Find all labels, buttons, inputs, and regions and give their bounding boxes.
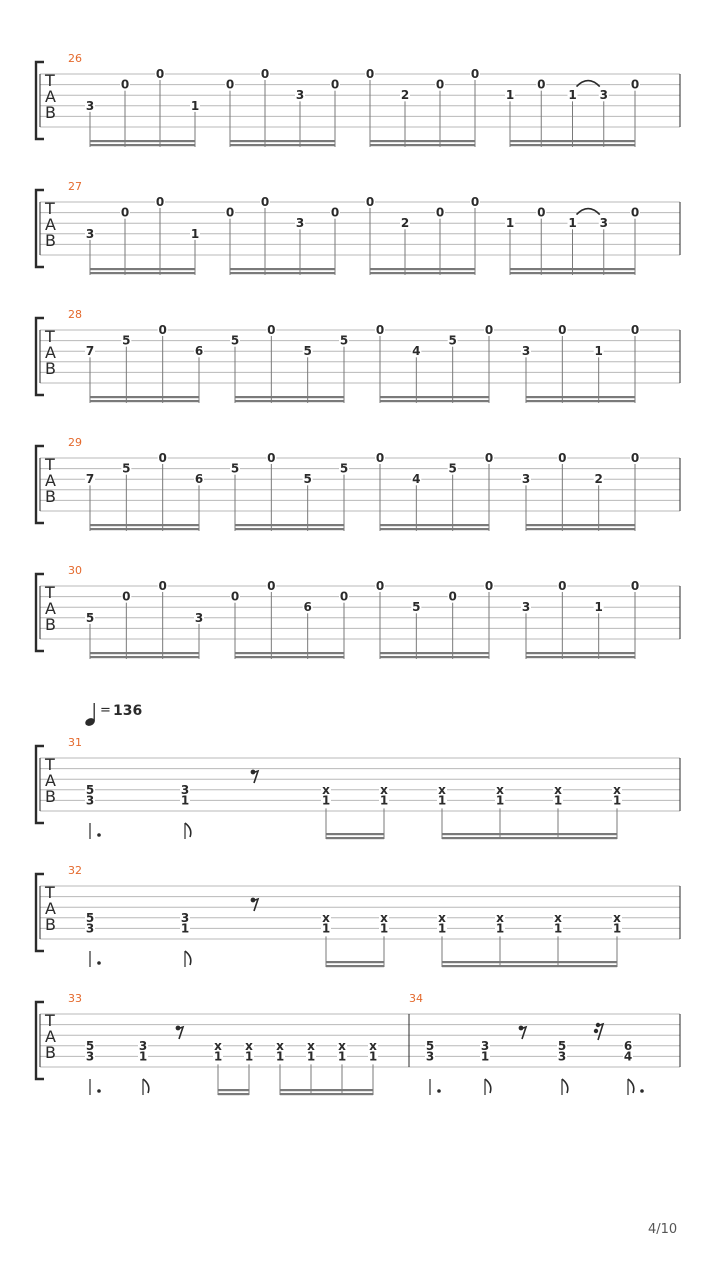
fret-number: x [322, 910, 330, 925]
beam [90, 528, 199, 530]
beam [380, 656, 489, 658]
fret-number: 6 [194, 344, 204, 359]
rest-stroke [252, 771, 258, 783]
augmentation-dot [97, 833, 101, 837]
fret-number: 4 [412, 472, 421, 487]
fret-number: 0 [155, 195, 165, 209]
tab-clef-letter: B [45, 787, 56, 806]
fret-number: 5 [85, 1038, 95, 1053]
fret-number: x [338, 1038, 346, 1053]
fret-number: 0 [260, 67, 270, 81]
beam [510, 268, 635, 270]
beam [326, 833, 384, 835]
beam [380, 652, 489, 654]
tab-clef-letter: T [45, 327, 55, 346]
fret-number: 0 [484, 323, 494, 337]
fret-number: 4 [623, 1049, 633, 1064]
tab-clef-letter: A [45, 343, 56, 362]
fret-number: 1 [275, 1049, 285, 1064]
fret-number: 2 [400, 216, 410, 231]
augmentation-dot [97, 1089, 101, 1093]
tempo-value: 136 [113, 703, 143, 719]
fret-number: 1 [568, 216, 577, 231]
fret-number: 5 [339, 461, 349, 476]
beam [90, 524, 199, 526]
note-flag [185, 823, 191, 837]
measure-number: 28 [68, 308, 82, 321]
fret-number: 3 [599, 88, 608, 103]
fret-number: 2 [594, 472, 603, 487]
eighth-rest-icon [176, 1026, 183, 1039]
fret-number: 3 [180, 910, 190, 925]
beam [526, 652, 635, 654]
fret-number: 4 [412, 344, 421, 359]
tab-clef-letter: B [45, 231, 56, 250]
fret-number: 0 [375, 451, 385, 465]
beam [90, 396, 199, 398]
fret-number: 1 [244, 1049, 254, 1064]
fret-number: 3 [85, 226, 95, 241]
tab-clef-letter: T [45, 455, 55, 474]
staff-system [36, 436, 680, 531]
beam [90, 656, 199, 658]
fret-number: 1 [321, 793, 331, 808]
fret-number: 0 [158, 451, 167, 465]
beam [380, 396, 489, 398]
fret-number: 5 [122, 461, 131, 476]
beam [230, 144, 335, 146]
measure-number: 29 [68, 436, 82, 449]
fret-number: x [613, 910, 621, 925]
page-number: 4/10 [648, 1222, 678, 1237]
tab-clef-letter: B [45, 1043, 56, 1062]
fret-number: 0 [158, 579, 167, 593]
tab-clef-letter: B [45, 487, 56, 506]
beam [235, 652, 344, 654]
fret-number: x [496, 910, 504, 925]
fret-number: 1 [368, 1049, 378, 1064]
quarter-note-icon [84, 703, 96, 727]
fret-number: 0 [267, 323, 276, 337]
fret-number: 0 [484, 451, 494, 465]
fret-number: 3 [295, 216, 305, 231]
fret-number: x [438, 782, 446, 797]
fret-number: 0 [375, 323, 385, 337]
fret-number: 3 [599, 216, 608, 231]
fret-number: 5 [85, 910, 95, 925]
beam [230, 140, 335, 142]
fret-number: 0 [435, 205, 445, 220]
tab-clef-letter: T [45, 583, 55, 602]
beam [370, 144, 475, 146]
fret-number: x [307, 1038, 315, 1053]
fret-number: 1 [379, 921, 389, 936]
tab-clef-letter: B [45, 615, 56, 634]
fret-number: x [276, 1038, 284, 1053]
note-flag [143, 1079, 149, 1093]
fret-number: 0 [260, 195, 270, 209]
fret-number: x [245, 1038, 253, 1053]
fret-number: x [380, 910, 388, 925]
beam [230, 268, 335, 270]
beam [90, 144, 195, 146]
beam [510, 144, 635, 146]
fret-number: 1 [553, 921, 563, 936]
fret-number: 3 [85, 1049, 95, 1064]
beam [235, 524, 344, 526]
tab-clef-letter: A [45, 771, 56, 790]
beam [380, 528, 489, 530]
fret-number: 0 [558, 579, 567, 593]
beam [526, 528, 635, 530]
eighth-rest-icon [519, 1026, 526, 1039]
eighth-rest-icon [251, 770, 258, 783]
fret-number: 1 [553, 793, 563, 808]
fret-number: 1 [594, 344, 603, 359]
fret-number: 5 [425, 1038, 435, 1053]
fret-number: 5 [85, 610, 95, 625]
measure-number: 31 [68, 736, 82, 749]
beam [526, 396, 635, 398]
fret-number: 0 [558, 323, 567, 337]
fret-number: 0 [630, 205, 640, 220]
fret-number: 3 [85, 793, 95, 808]
fret-number: 5 [303, 472, 312, 487]
staff-system [36, 308, 680, 403]
fret-number: 5 [448, 333, 457, 348]
beam [380, 524, 489, 526]
measure-number: 33 [68, 992, 82, 1005]
staff-system [36, 180, 680, 275]
fret-number: 1 [480, 1049, 490, 1064]
beam [230, 272, 335, 274]
fret-number: 5 [230, 333, 240, 348]
beam [526, 400, 635, 402]
beam [90, 272, 195, 274]
staff-system [36, 864, 680, 967]
fret-number: 1 [594, 600, 603, 615]
note-flag [628, 1079, 634, 1093]
tab-clef-letter: T [45, 71, 55, 90]
fret-number: 1 [138, 1049, 148, 1064]
fret-number: 3 [521, 344, 531, 359]
beam [510, 140, 635, 142]
sixteenth-rest-icon [594, 1023, 603, 1040]
beam [510, 272, 635, 274]
beam [235, 528, 344, 530]
beam [370, 268, 475, 270]
fret-number: 1 [379, 793, 389, 808]
fret-number: 5 [557, 1038, 567, 1053]
rest-stroke [177, 1027, 183, 1039]
tab-clef-letter: T [45, 755, 55, 774]
beam [526, 656, 635, 658]
measure-number: 32 [68, 864, 82, 877]
augmentation-dot [437, 1089, 441, 1093]
fret-number: 3 [557, 1049, 567, 1064]
beam [90, 652, 199, 654]
beam [380, 400, 489, 402]
fret-number: 1 [612, 793, 622, 808]
fret-number: 1 [180, 921, 190, 936]
fret-number: 1 [190, 226, 200, 241]
fret-number: 0 [267, 579, 276, 593]
fret-number: 3 [521, 472, 531, 487]
staff-system [36, 736, 680, 839]
tab-clef-letter: B [45, 359, 56, 378]
fret-number: 1 [612, 921, 622, 936]
beam [370, 140, 475, 142]
fret-number: 0 [448, 589, 457, 604]
fret-number: 1 [437, 921, 447, 936]
beam [442, 965, 617, 967]
fret-number: 0 [330, 77, 340, 92]
staff-system [36, 52, 680, 147]
fret-number: 0 [630, 579, 640, 593]
fret-number: 0 [630, 451, 640, 465]
fret-number: 6 [303, 600, 312, 615]
beam [370, 272, 475, 274]
fret-number: 1 [306, 1049, 316, 1064]
fret-number: 5 [85, 782, 95, 797]
fret-number: 1 [495, 921, 505, 936]
augmentation-dot [640, 1089, 644, 1093]
fret-number: x [438, 910, 446, 925]
beam [218, 1093, 249, 1095]
fret-number: 0 [484, 579, 494, 593]
staff-system [36, 992, 680, 1095]
fret-number: 7 [85, 472, 95, 487]
rest-stroke [520, 1027, 526, 1039]
fret-number: x [322, 782, 330, 797]
beam [442, 833, 617, 835]
tab-clef-letter: A [45, 471, 56, 490]
fret-number: x [369, 1038, 377, 1053]
fret-number: 3 [295, 88, 305, 103]
fret-number: 1 [568, 88, 577, 103]
tab-clef-letter: A [45, 899, 56, 918]
fret-number: 1 [180, 793, 190, 808]
rest-dot [594, 1029, 598, 1033]
fret-number: x [554, 910, 562, 925]
beam [235, 400, 344, 402]
beam [326, 837, 384, 839]
tab-clef-letter: A [45, 1027, 56, 1046]
fret-number: 0 [120, 205, 130, 220]
fret-number: 0 [225, 205, 235, 220]
beam [526, 524, 635, 526]
fret-number: 1 [213, 1049, 223, 1064]
fret-number: 0 [630, 323, 640, 337]
beam [280, 1093, 373, 1095]
fret-number: 2 [400, 88, 410, 103]
beam [90, 140, 195, 142]
fret-number: 1 [321, 921, 331, 936]
fret-number: 0 [470, 67, 480, 81]
fret-number: 5 [412, 600, 421, 615]
fret-number: 1 [505, 88, 515, 103]
measure-number: 26 [68, 52, 82, 65]
fret-number: x [214, 1038, 222, 1053]
beam [90, 400, 199, 402]
fret-number: 5 [448, 461, 457, 476]
fret-number: 0 [365, 67, 375, 81]
fret-number: 0 [225, 77, 235, 92]
note-flag [185, 951, 191, 965]
tab-clef-letter: A [45, 599, 56, 618]
fret-number: 0 [470, 195, 480, 209]
fret-number: 1 [495, 793, 505, 808]
fret-number: 6 [194, 472, 204, 487]
rest-stroke [252, 899, 258, 911]
fret-number: 0 [537, 205, 546, 220]
fret-number: 3 [85, 98, 95, 113]
tie-arc [577, 81, 600, 87]
beam [90, 268, 195, 270]
fret-number: x [380, 782, 388, 797]
fret-number: 0 [537, 77, 546, 92]
fret-number: x [554, 782, 562, 797]
note-flag [562, 1079, 568, 1093]
beam [235, 396, 344, 398]
measure-number: 27 [68, 180, 82, 193]
fret-number: 3 [194, 610, 204, 625]
beam [235, 656, 344, 658]
fret-number: 0 [435, 77, 445, 92]
fret-number: 0 [375, 579, 385, 593]
fret-number: 0 [155, 67, 165, 81]
fret-number: 1 [337, 1049, 347, 1064]
staff-system [36, 564, 680, 659]
fret-number: 5 [303, 344, 312, 359]
measure-number: 30 [68, 564, 82, 577]
beam [326, 965, 384, 967]
tab-clef-letter: T [45, 1011, 55, 1030]
beam [280, 1089, 373, 1091]
tie-arc [577, 209, 600, 215]
beam [326, 961, 384, 963]
fret-number: 5 [339, 333, 349, 348]
measure-number: 34 [409, 992, 423, 1005]
fret-number: x [613, 782, 621, 797]
fret-number: 1 [437, 793, 447, 808]
tab-clef-letter: T [45, 199, 55, 218]
fret-number: 0 [339, 589, 349, 604]
fret-number: 0 [330, 205, 340, 220]
tab-clef-letter: A [45, 87, 56, 106]
tempo-marking [84, 703, 142, 727]
beam [442, 837, 617, 839]
fret-number: 3 [85, 921, 95, 936]
fret-number: 0 [267, 451, 276, 465]
tab-clef-letter: B [45, 103, 56, 122]
fret-number: 3 [138, 1038, 148, 1053]
tab-clef-letter: A [45, 215, 56, 234]
fret-number: 6 [623, 1038, 633, 1053]
tab-clef-letter: T [45, 883, 55, 902]
fret-number: 1 [505, 216, 515, 231]
fret-number: 3 [480, 1038, 490, 1053]
eighth-rest-icon [251, 898, 258, 911]
fret-number: 3 [180, 782, 190, 797]
fret-number: 1 [190, 98, 200, 113]
fret-number: 7 [85, 344, 95, 359]
fret-number: 0 [558, 451, 567, 465]
fret-number: 0 [122, 589, 131, 604]
fret-number: 0 [630, 77, 640, 92]
tempo-equals: = [100, 703, 111, 718]
beam [442, 961, 617, 963]
tab-clef-letter: B [45, 915, 56, 934]
fret-number: 5 [230, 461, 240, 476]
fret-number: 3 [521, 600, 531, 615]
fret-number: 5 [122, 333, 131, 348]
fret-number: 0 [230, 589, 240, 604]
beam [218, 1089, 249, 1091]
note-flag [485, 1079, 491, 1093]
fret-number: 0 [158, 323, 167, 337]
fret-number: 0 [120, 77, 130, 92]
augmentation-dot [97, 961, 101, 965]
fret-number: 3 [425, 1049, 435, 1064]
fret-number: x [496, 782, 504, 797]
fret-number: 0 [365, 195, 375, 209]
